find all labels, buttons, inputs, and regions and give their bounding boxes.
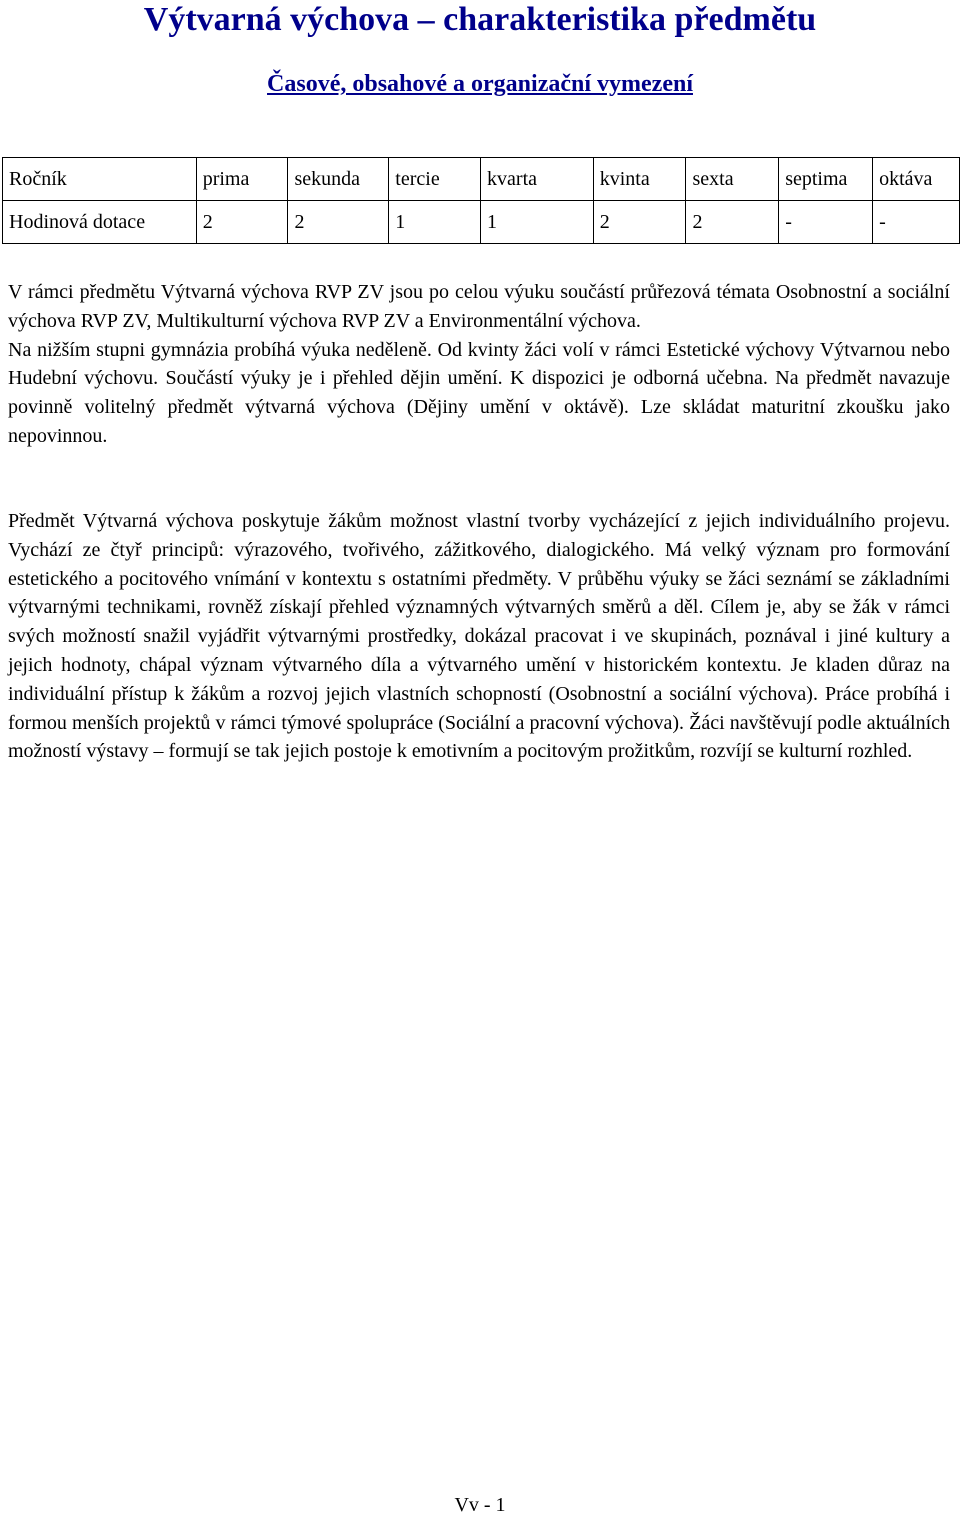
table-cell: septima [779, 158, 873, 201]
table-cell: 2 [288, 201, 389, 244]
table-cell: oktáva [873, 158, 960, 201]
table-cell: 1 [389, 201, 481, 244]
table-cell: - [873, 201, 960, 244]
table-row [3, 201, 960, 244]
main-paragraph: Předmět Výtvarná výchova poskytuje žákům možnost vlastní tvorby vycházející z jejich individuálního projevu. Vychází ze čtyř principů: výrazového, tvořivého, zážitkového, dialogického. Má velký význam pro formování estetického a pocitového vnímání v kontextu s ostatními předměty. V průběhu výuky se žáci seznámí se základními výtvarnými technikami, rovněž získají přehled významných výtvarných směrů a děl. Cílem je, aby se žák v rámci svých možností snažil vyjádřit výtvarnými prostředky, dokázal pracovat i ve skupinách, poznával i jiné kultury a jejich hodnoty, chápal význam výtvarného díla a výtvarného umění v historickém kontextu. Je kladen důraz na individuální přístup k žákům a rozvoj jejich vlastních schopností (Osobnostní a sociální výchova). Práce probíhá i formou menších projektů v rámci týmové spolupráce (Sociální a pracovní výchova). Žáci navštěvují podle aktuálních možností výstavy – formují se tak jejich postoje k emotivním a pocitovým prožitkům, rozvíjí se kulturní rozhled. [8, 510, 950, 763]
table-cell: 1 [481, 201, 594, 244]
table-cell: 2 [686, 201, 779, 244]
table-cell: - [779, 201, 873, 244]
table-cell: sekunda [288, 158, 389, 201]
table-cell: Ročník [3, 158, 197, 201]
table-cell: tercie [389, 158, 481, 201]
document-title: Výtvarná výchova – charakteristika předmětu [143, 1, 817, 38]
table-header-row [3, 158, 960, 201]
section-subtitle: Časové, obsahové a organizační vymezení [267, 71, 693, 97]
table-cell: kvarta [481, 158, 594, 201]
hours-table [2, 157, 960, 244]
table-cell: Hodinová dotace [3, 201, 197, 244]
intro-text [8, 278, 950, 451]
table-cell: kvinta [593, 158, 686, 201]
table-cell: 2 [593, 201, 686, 244]
table-cell: 2 [196, 201, 288, 244]
intro-paragraph-1: V rámci předmětu Výtvarná výchova RVP ZV jsou po celou výuku součástí průřezová témata Osobnostní a sociální výchova RVP ZV, Multikulturní výchova RVP ZV a Environmentální výchova. [8, 281, 950, 332]
table-cell: sexta [686, 158, 779, 201]
page-number: Vv - 1 [454, 1494, 506, 1516]
intro-paragraph-2: Na nižším stupni gymnázia probíhá výuka neděleně. Od kvinty žáci volí v rámci Estetické výchovy Výtvarnou nebo Hudební výchovu. Součástí výuky je i přehled dějin umění. K dispozici je odborná učebna. Na předmět navazuje povinně volitelný předmět výtvarná výchova (Dějiny umění v oktávě). Lze skládat maturitní zkoušku jako nepovinnou. [8, 338, 950, 447]
table-cell: prima [196, 158, 288, 201]
